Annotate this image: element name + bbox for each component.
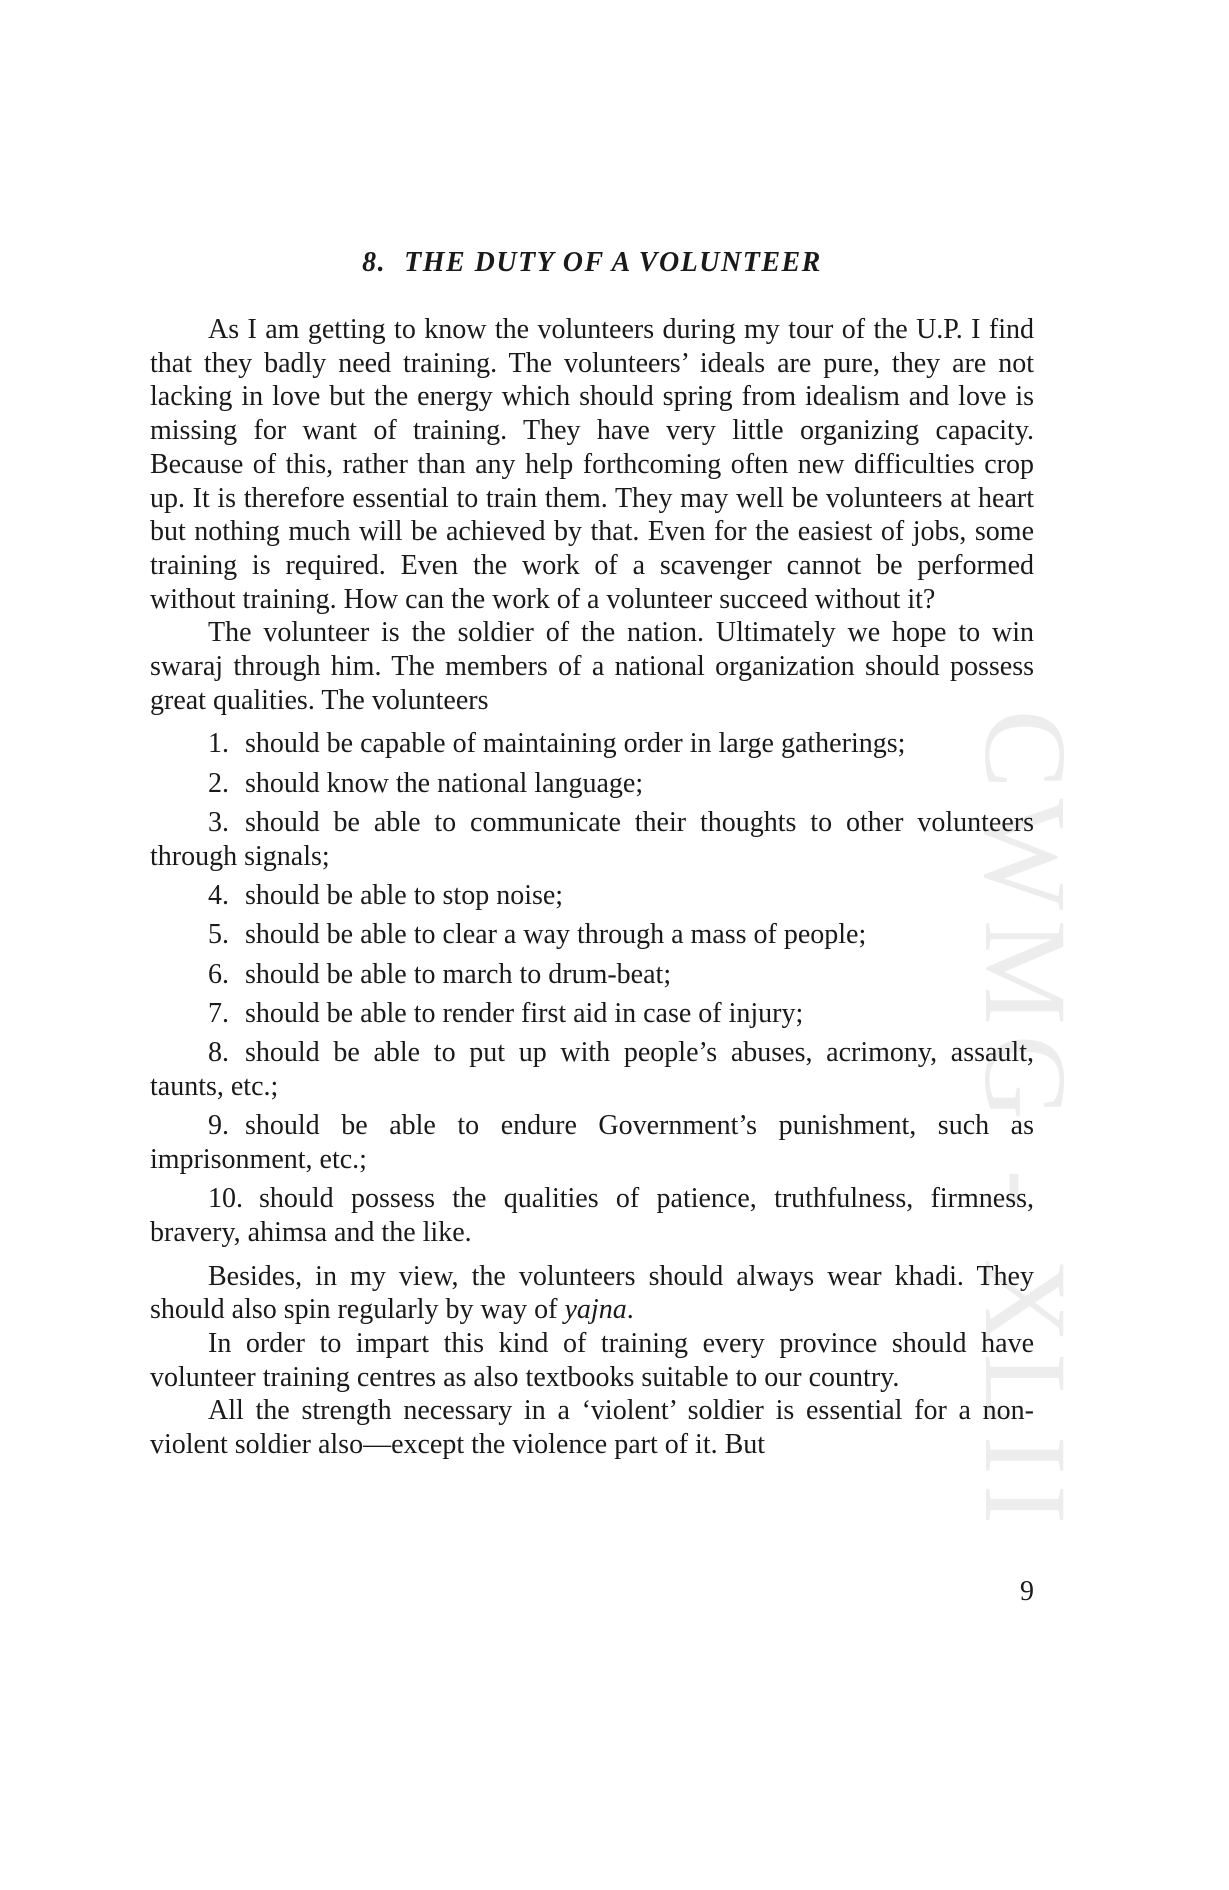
list-item-number: 9. [208,1110,229,1142]
list-item [150,767,1034,801]
paragraph-khadi [150,1260,1034,1327]
list-item [150,879,1034,913]
list-item-text: should be able to endure Government’s punishment, such as imprisonment, etc.; [150,1110,1034,1175]
list-item-text: should be capable of maintaining order in large gatherings; [245,728,906,760]
list-item-number: 7. [208,997,229,1029]
article-title [150,245,1034,281]
list-item [150,997,1034,1031]
list-item-text: should be able to stop noise; [245,880,564,912]
paragraph-training-need: As I am getting to know the volunteers during my tour of the U.P. I find that they badly need training. The volunteers’ ideals are pure, they are not lacking in love but the energy which should spring from idealism and love is missing for want of training. They have very little organizing capacity. Because of this, rather than any help forthcoming often new difficulties crop up. It is therefore essential to train them. They may well be volunteers at heart but nothing much will be achieved by that. Even for the easiest of jobs, some training is required. Even the work of a scavenger cannot be performed without training. How can the work of a volunteer succeed without it? [150,314,1034,615]
paragraph-khadi-end: . [626,1294,634,1326]
paragraph-training-centres: In order to impart this kind of training every province should have volunteer training centres as also textbooks suitable to our country. [150,1328,1034,1393]
yajna-term: yajna [564,1294,627,1326]
paragraph-non-violent-soldier: All the strength necessary in a ‘violent’ soldier is essential for a non-violent soldier also—except the violence part of it. But [150,1395,1034,1461]
list-item-text: should be able to march to drum-beat; [245,958,672,990]
article-number: 8. [362,247,387,278]
list-item [150,958,1034,992]
list-item [150,1109,1034,1176]
watermark: CWMG - XLII [960,709,1091,1535]
article-body [150,245,1034,1462]
list-item-number: 3. [208,807,229,839]
list-item-text: should know the national language; [245,767,644,799]
list-item-text: should be able to communicate their thoughts to other volunteers through signals; [150,807,1034,872]
list-item-text: should be able to put up with people’s abuses, acrimony, assault, taunts, etc.; [150,1037,1034,1102]
paragraph-soldier-of-nation: The volunteer is the soldier of the nation. Ultimately we hope to win swaraj through him. The members of a national organization should possess great qualities. The volunteers [150,617,1034,716]
article-title-text: THE DUTY OF A VOLUNTEER [404,247,822,278]
list-item-number: 8. [208,1037,229,1069]
list-item-number: 4. [208,880,229,912]
page-number: 9 [1020,1576,1034,1607]
list-item-number: 2. [208,767,229,799]
list-item-number: 10. [208,1183,243,1215]
list-item-text: should possess the qualities of patience, truthfulness, firmness, bravery, ahimsa and the like. [150,1183,1034,1248]
list-item [150,918,1034,952]
list-item-number: 5. [208,919,229,951]
list-item-number: 1. [208,728,229,760]
paragraph-khadi-text: Besides, in my view, the volunteers should always wear khadi. They should also spin regularly by way of [150,1260,1034,1326]
qualities-list [150,727,1034,1249]
list-item [150,1182,1034,1249]
list-item-text: should be able to render first aid in case of injury; [245,997,804,1029]
list-item [150,806,1034,873]
list-item [150,1036,1034,1103]
list-item-text: should be able to clear a way through a mass of people; [245,919,867,951]
list-item-number: 6. [208,958,229,990]
list-item [150,727,1034,761]
